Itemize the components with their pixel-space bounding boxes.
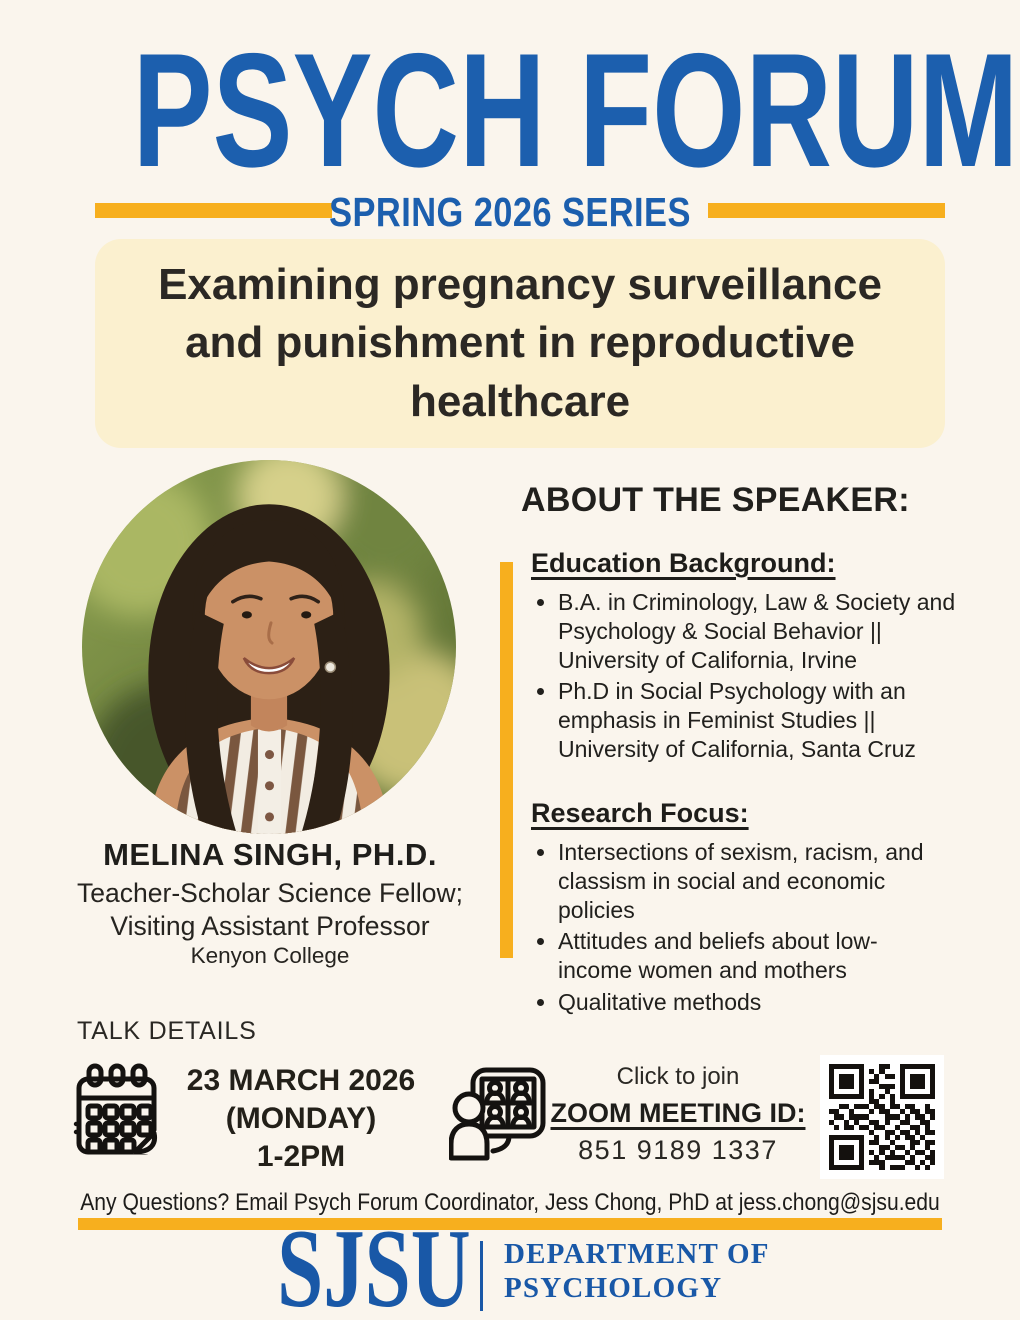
department-line-1: DEPARTMENT OF: [504, 1238, 770, 1270]
speaker-photo: [82, 460, 456, 834]
series-label: SPRING 2026 SERIES: [329, 189, 691, 235]
zoom-join-link[interactable]: [549, 1063, 807, 1166]
qr-code-modules: [829, 1064, 935, 1170]
speaker-role-2: Visiting Assistant Professor: [110, 910, 430, 941]
zoom-meeting-id-heading[interactable]: ZOOM MEETING ID:: [550, 1098, 806, 1128]
talk-date-time: [166, 1062, 436, 1175]
education-item: • B.A. in Criminology, Law & Society and Psychology & Social Behavior || University of California, Irvine: [558, 588, 959, 674]
gold-divider: [78, 1218, 942, 1230]
about-speaker-heading: ABOUT THE SPEAKER:: [521, 481, 910, 519]
talk-day: (MONDAY): [225, 1101, 377, 1135]
research-section: [531, 798, 935, 1020]
qr-code: [820, 1055, 944, 1179]
research-item: • Attitudes and beliefs about low-income women and mothers: [558, 927, 935, 985]
speaker-institution: Kenyon College: [190, 943, 350, 969]
research-item: • Intersections of sexism, racism, and classism in social and economic policies: [558, 838, 935, 924]
forum-title: PSYCH FORUM: [132, 20, 1019, 201]
department-wordmark: [504, 1238, 770, 1306]
speaker-role-1: Teacher-Scholar Science Fellow;: [77, 878, 463, 908]
logo-divider: [480, 1241, 483, 1311]
talk-title: Examining pregnancy surveillance and punishment in reproductive healthcare: [158, 260, 882, 426]
sjsu-logo: SJSU: [277, 1207, 471, 1320]
click-to-join-label[interactable]: Click to join: [616, 1063, 740, 1090]
research-heading: Research Focus:: [531, 798, 749, 828]
zoom-meeting-id-value: 851 9189 1337: [578, 1135, 778, 1165]
speaker-name: MELINA SINGH, PH.D.: [103, 837, 437, 872]
talk-details-heading: TALK DETAILS: [77, 1017, 257, 1045]
education-section: [531, 548, 959, 767]
department-line-2: PSYCHOLOGY: [504, 1271, 723, 1304]
research-list: [531, 838, 935, 1017]
talk-title-box: [95, 239, 945, 448]
education-heading: Education Background:: [531, 548, 836, 578]
video-call-icon: [449, 1064, 546, 1161]
talk-time: 1-2PM: [256, 1139, 346, 1173]
education-list: [531, 588, 959, 764]
research-item: • Qualitative methods: [558, 988, 935, 1017]
speaker-namecard: [18, 837, 522, 969]
calendar-icon: [73, 1062, 165, 1160]
talk-date: 23 MARCH 2026: [186, 1064, 416, 1097]
education-item: • Ph.D in Social Psychology with an emphasis in Feminist Studies || University of California, Santa Cruz: [558, 677, 959, 763]
contact-note: Any Questions? Email Psych Forum Coordinator, Jess Chong, PhD at jess.chong@sjsu.edu: [80, 1189, 940, 1216]
